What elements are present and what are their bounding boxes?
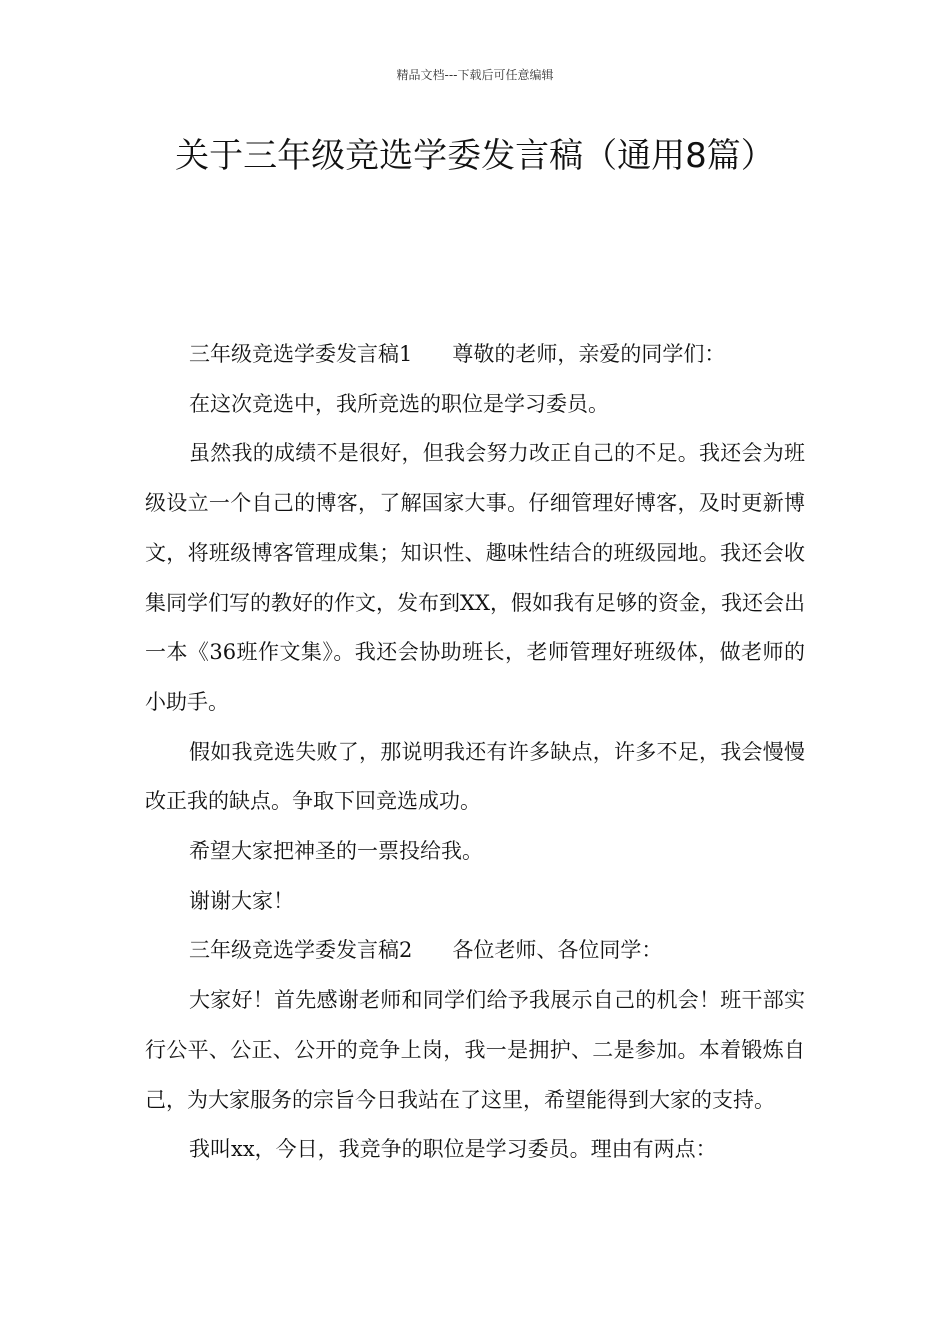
paragraph: 在这次竞选中，我所竞选的职位是学习委员。 (189, 391, 609, 416)
section-title: 三年级竞选学委发言稿2 (189, 938, 413, 963)
section-title: 三年级竞选学委发言稿1 (189, 342, 413, 366)
document-body (145, 330, 805, 1175)
paragraph: 我叫xx，今日，我竞争的职位是学习委员。理由有两点： (189, 1137, 717, 1162)
paragraph: 假如我竞选失败了，那说明我还有许多缺点，许多不足，我会慢慢改正我的缺点。争取下回竞选成功。 (145, 739, 805, 814)
document-title: 关于三年级竞选学委发言稿（通用8篇） (175, 136, 775, 176)
section-salutation: 尊敬的老师，亲爱的同学们： (452, 342, 726, 366)
section-salutation: 各位老师、各位同学： (452, 938, 663, 963)
paragraph: 大家好！首先感谢老师和同学们给予我展示自己的机会！班干部实行公平、公正、公开的竞争上岗，我一是拥护、二是参加。本着锻炼自己，为大家服务的宗旨今日我站在了这里，希望能得到大家的支持。 (145, 988, 805, 1112)
paragraph: 谢谢大家！ (189, 888, 294, 913)
paragraph: 希望大家把神圣的一票投给我。 (189, 839, 483, 864)
section-heading (145, 330, 805, 380)
paragraph: 虽然我的成绩不是很好，但我会努力改正自己的不足。我还会为班级设立一个自己的博客，了解国家大事。仔细管理好博客，及时更新博文，将班级博客管理成集；知识性、趣味性结合的班级园地。我还会收集同学们写的教好的作文，发布到XX，假如我有足够的资金，我还会出一本《36班作文集》。我还会协助班长，老师管理好班级体，做老师的小助手。 (145, 441, 805, 714)
header-note: 精品文档---下载后可任意编辑 (396, 68, 554, 82)
section-heading (145, 926, 805, 976)
